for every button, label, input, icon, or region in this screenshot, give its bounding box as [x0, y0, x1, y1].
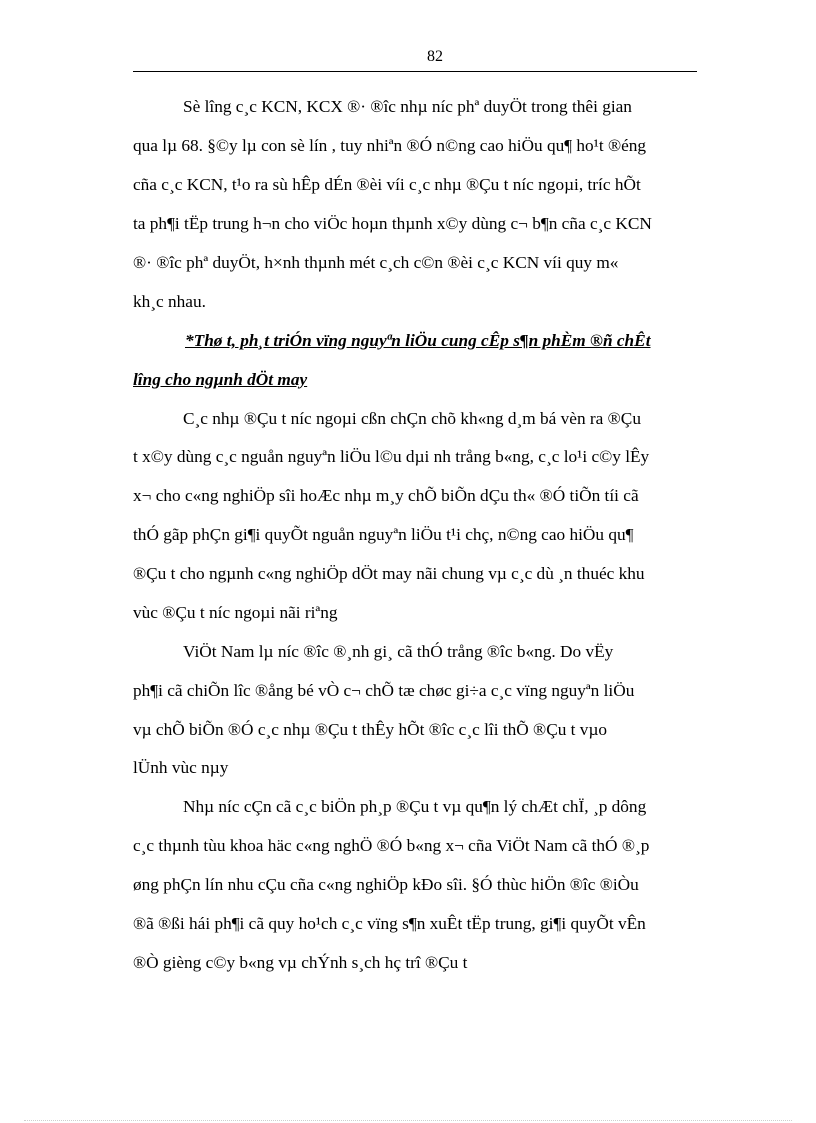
body-line: vùc ®Çu t níc ngoµi nãi riªng — [133, 603, 338, 622]
page-number: 82 — [427, 48, 443, 65]
body-line: t x©y dùng c¸c nguån nguyªn liÖu l©u dµi nh trång b«ng, c¸c lo¹i c©y lÊy — [133, 447, 650, 466]
body-line: ViÖt Nam lµ níc ®îc ®¸nh gi¸ cã thÓ trång ®îc b«ng. Do vËy — [183, 642, 614, 661]
body-line: c¸c thµnh tùu khoa häc c«ng nghÖ ®Ó b«ng x¬ cña ViÖt Nam cã thÓ ®¸p — [133, 836, 650, 855]
body-line: Nhµ níc cÇn cã c¸c biÖn ph¸p ®Çu t vµ qu¶n lý chÆt chÏ, ¸p dông — [183, 797, 647, 816]
body-line: C¸c nhµ ®Çu t níc ngoµi cßn chÇn chõ kh«ng d¸m bá vèn ra ®Çu — [183, 409, 641, 428]
body-line: lÜnh vùc nµy — [133, 758, 229, 777]
body-line: vµ chÕ biÕn ®Ó c¸c nhµ ®Çu t thÊy hÕt ®îc c¸c lîi thÕ ®Çu t vµo — [133, 720, 608, 739]
body-line: øng phÇn lín nhu cÇu cña c«ng nghiÖp kÐo sîi. §Ó thùc hiÖn ®îc ®iÒu — [133, 875, 639, 894]
body-line: ®· ®îc phª duyÖt, h×nh thµnh mét c¸ch c©n ®èi c¸c KCN víi quy m« — [133, 253, 619, 272]
section-heading: lîng cho ngµnh dÖt may — [133, 370, 308, 389]
body-line: ®ã ®ßi hái ph¶i cã quy ho¹ch c¸c vïng s¶n xuÊt tËp trung, gi¶i quyÕt vÊn — [133, 914, 646, 933]
page-bottom-border — [24, 1120, 792, 1121]
body-line: ta ph¶i tËp trung h¬n cho viÖc hoµn thµnh x©y dùng c¬ b¶n cña c¸c KCN — [133, 214, 652, 233]
body-line: ph¶i cã chiÕn lîc ®ång bé vÒ c¬ chÕ tæ chøc gi÷a c¸c vïng nguyªn liÖu — [133, 681, 635, 700]
body-line: thÓ gãp phÇn gi¶i quyÕt nguån nguyªn liÖu t¹i chç, n©ng cao hiÖu qu¶ — [133, 525, 634, 544]
body-line: kh¸c nhau. — [133, 292, 206, 311]
body-line: x¬ cho c«ng nghiÖp sîi hoÆc nhµ m¸y chÕ biÕn dÇu th« ®Ó tiÕn tíi cã — [133, 486, 639, 505]
section-heading: *Thø t, ph¸t triÓn vïng nguyªn liÖu cung cÊp s¶n phÈm ®ñ chÊt — [185, 331, 651, 350]
header-rule — [133, 71, 697, 72]
body-line: ®Çu t cho ngµnh c«ng nghiÖp dÖt may nãi chung vµ c¸c dù ¸n thuéc khu — [133, 564, 645, 583]
body-line: cña c¸c KCN, t¹o ra sù hÊp dÉn ®èi víi c¸c nhµ ®Çu t níc ngoµi, tríc hÕt — [133, 175, 641, 194]
body-line: qua lµ 68. §©y lµ con sè lín , tuy nhiªn ®Ó n©ng cao hiÖu qu¶ ho¹t ®éng — [133, 136, 647, 155]
body-line: ®Ò gièng c©y b«ng vµ chÝnh s¸ch hç trî ®Çu t — [133, 953, 468, 972]
body-line: Sè lîng c¸c KCN, KCX ®· ®îc nhµ níc phª duyÖt trong thêi gian — [183, 97, 632, 116]
